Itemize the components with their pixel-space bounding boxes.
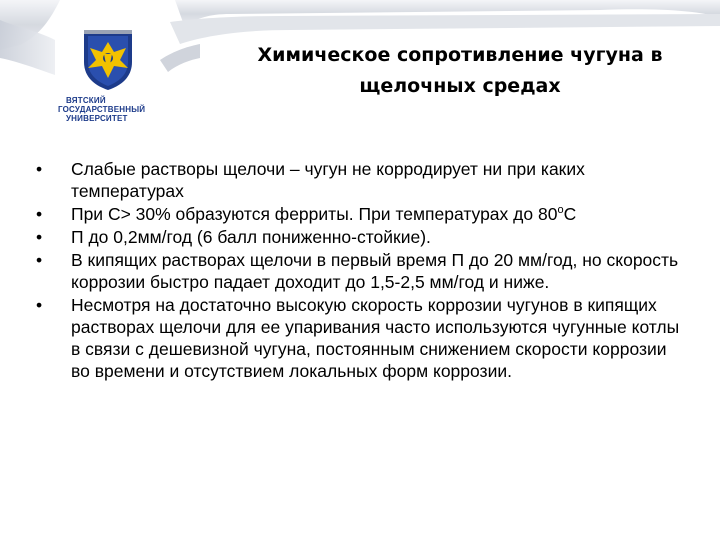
bullet-marker: • [36,204,43,224]
university-name-line1: ВЯТСКИЙ [66,96,106,105]
bullet-text [71,203,686,225]
university-name-line2: ГОСУДАРСТВЕННЫЙ [58,105,146,114]
bullet-marker: • [36,250,43,270]
list-item [36,249,696,293]
slide-title: Химическое сопротивление чугуна в щелочных средах [257,44,663,97]
list-item [36,294,696,382]
university-name [58,96,158,123]
bullet-text: В кипящих растворах щелочи в первый время П до 20 мм/год, но скорость коррозии быстро падает доходит до 1,5-2,5 мм/год и ниже. [71,250,679,292]
university-crest-icon [80,28,136,92]
bullet-text: П до 0,2мм/год (6 балл пониженно-стойкие). [71,227,431,247]
bullet-list [36,158,696,383]
list-item [36,158,696,202]
list-item [36,203,696,225]
list-item [36,226,696,248]
bullet-text-part: При С> 30% образуются ферриты. При температурах до 80 [71,204,558,224]
bullet-marker: • [36,227,43,247]
bullet-text: Слабые растворы щелочи – чугун не корродирует ни при каких температурах [71,159,585,201]
degree-superscript: о [557,204,564,217]
bullet-marker: • [36,295,43,315]
bullet-text-part: С [563,204,577,224]
university-name-line3: УНИВЕРСИТЕТ [66,114,128,123]
bullet-marker: • [36,159,43,179]
bullet-text: Несмотря на достаточно высокую скорость коррозии чугунов в кипящих растворах щелочи для ее упаривания часто используются чугунные котлы в связи с дешевизной чугуна, постоянным снижением скорости коррозии во времени и отсутствием локальных форм коррозии. [71,295,680,381]
